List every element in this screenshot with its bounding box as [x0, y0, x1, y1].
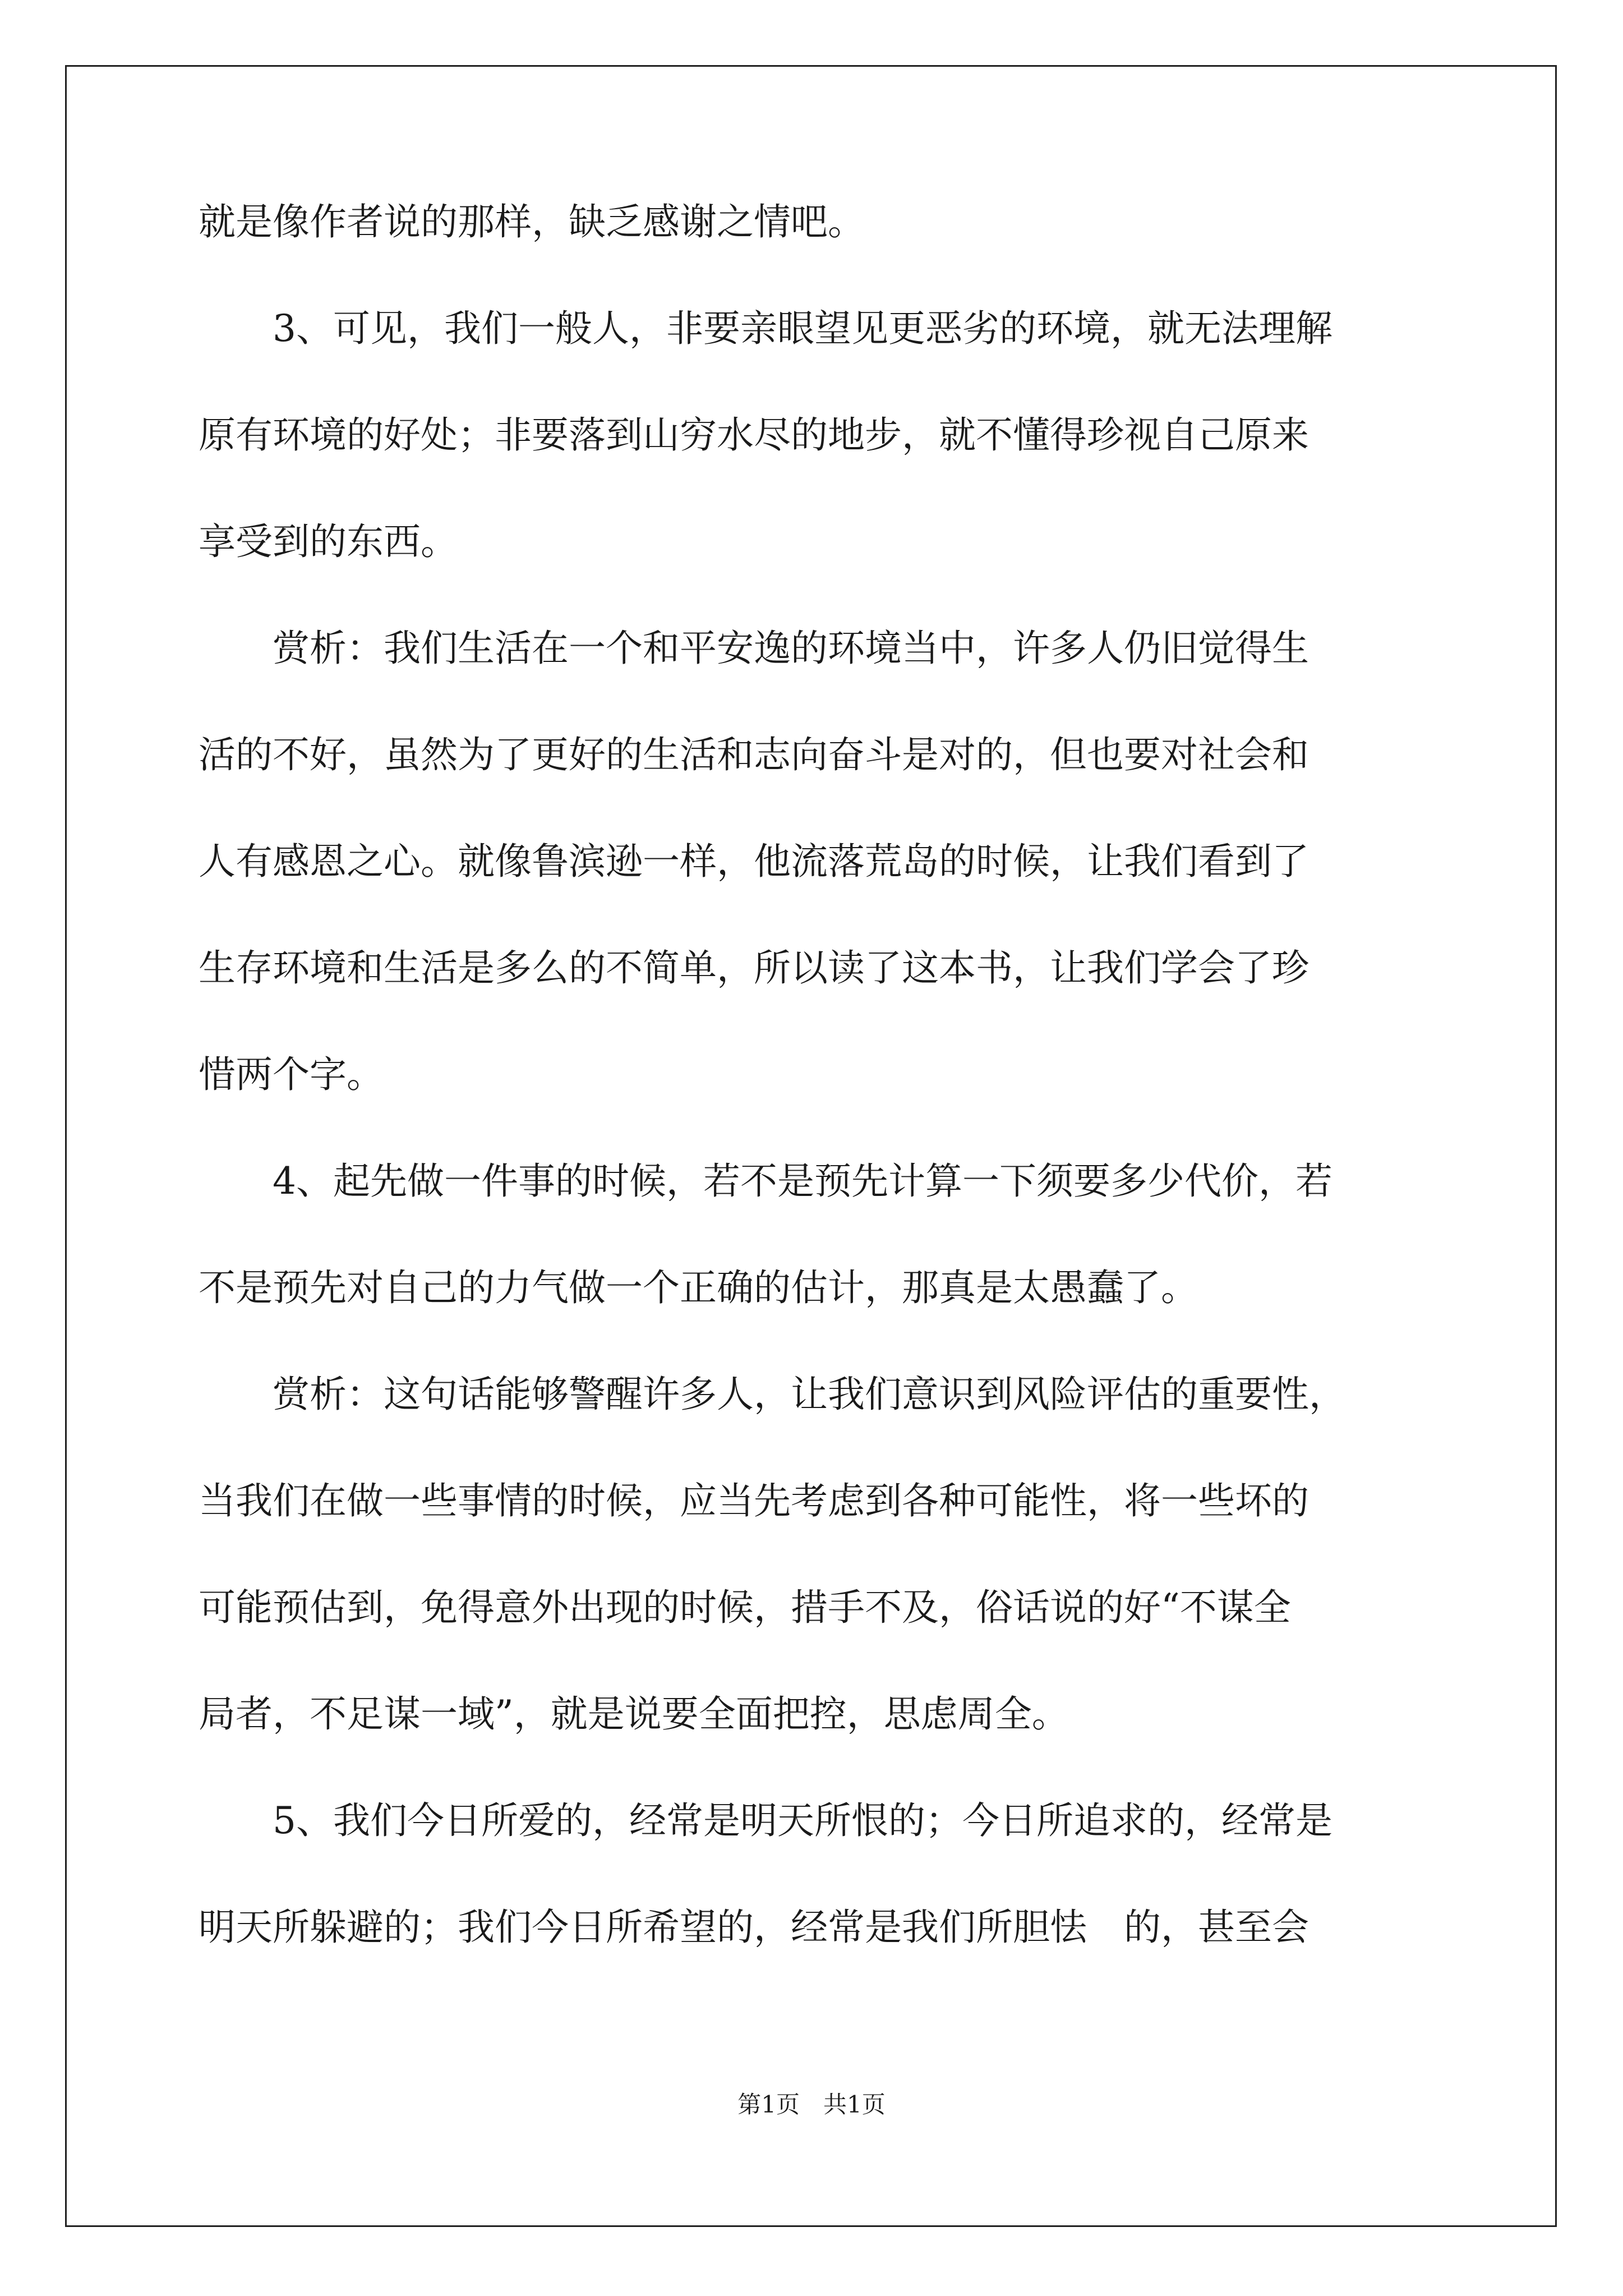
text-line: 当我们在做一些事情的时候，应当先考虑到各种可能性，将一些坏的 [199, 1479, 1309, 1522]
text-line: 局者，不足谋一域”，就是说要全面把控，思虑周全。 [199, 1692, 1069, 1736]
text-line: 不是预先对自己的力气做一个正确的估计，那真是太愚蠢了。 [199, 1266, 1198, 1309]
page-number-footer: 第1页 共1页 [737, 2091, 886, 2118]
text-line: 惜两个字。 [199, 1053, 384, 1096]
text-line: 人有感恩之心。就像鲁滨逊一样，他流落荒岛的时候，让我们看到了 [199, 840, 1309, 883]
text-line: 可能预估到，免得意外出现的时候，措手不及，俗话说的好“不谋全 [199, 1586, 1291, 1629]
text-line: 赏析：我们生活在一个和平安逸的环境当中，许多人仍旧觉得生 [273, 627, 1309, 670]
text-line: 活的不好，虽然为了更好的生活和志向奋斗是对的，但也要对社会和 [199, 733, 1309, 776]
text-line: 3、可见，我们一般人，非要亲眼望见更恶劣的环境，就无法理解 [273, 307, 1332, 350]
text-line: 原有环境的好处；非要落到山穷水尽的地步，就不懂得珍视自己原来 [199, 413, 1309, 457]
text-line: 5、我们今日所爱的，经常是明天所恨的；今日所追求的，经常是 [273, 1799, 1332, 1842]
text-line: 享受到的东西。 [199, 520, 458, 563]
text-line: 明天所躲避的；我们今日所希望的，经常是我们所胆怯 的，甚至会 [199, 1906, 1309, 1949]
text-line: 赏析：这句话能够警醒许多人，让我们意识到风险评估的重要性， [273, 1373, 1346, 1416]
text-line: 就是像作者说的那样，缺乏感谢之情吧。 [199, 200, 865, 243]
text-line: 4、起先做一件事的时候，若不是预先计算一下须要多少代价，若 [273, 1159, 1332, 1203]
text-line: 生存环境和生活是多么的不简单，所以读了这本书，让我们学会了珍 [199, 946, 1309, 990]
